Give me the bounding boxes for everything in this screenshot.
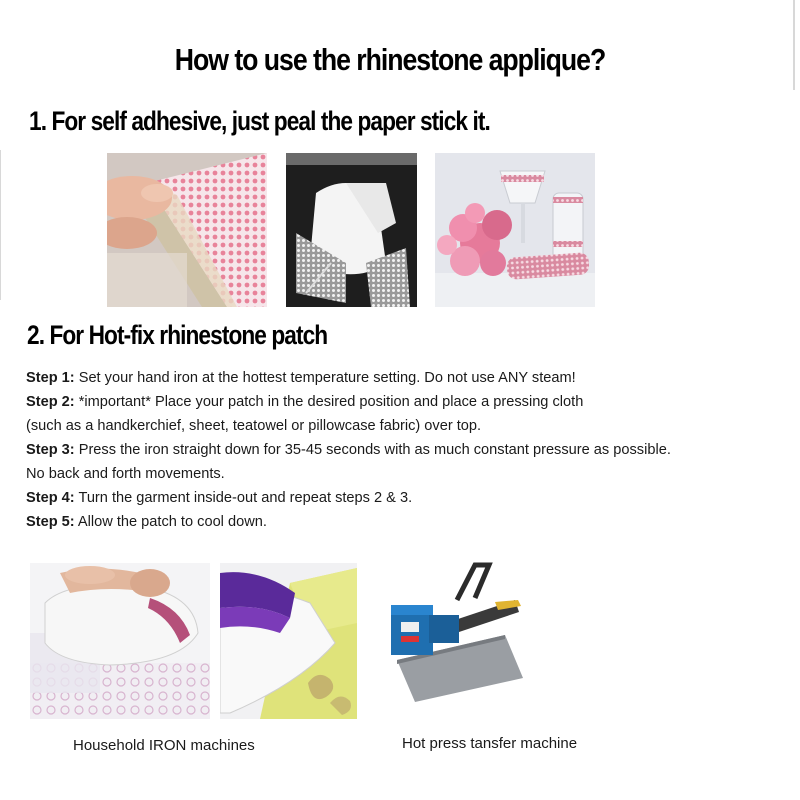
peel-paper-photo	[107, 153, 267, 307]
section2-heading: 2. For Hot-fix rhinestone patch	[27, 320, 328, 350]
iron-on-cloth-photo	[220, 563, 357, 719]
step-text: Press the iron straight down for 35-45 seconds with as much constant pressure as possible.	[74, 442, 671, 458]
page-title: How to use the rhinestone applique?	[174, 42, 606, 77]
step-text: No back and forth movements.	[26, 466, 225, 482]
step-line	[26, 366, 766, 390]
section1-heading: 1. For self adhesive, just peal the paper stick it.	[29, 106, 490, 136]
step-text: Turn the garment inside-out and repeat steps 2 & 3.	[74, 490, 413, 506]
steps-list	[26, 366, 766, 534]
step-line	[26, 390, 766, 414]
hand-iron-photo	[30, 563, 210, 719]
step-text: Set your hand iron at the hottest temperature setting. Do not use ANY steam!	[74, 370, 576, 386]
rhinestone-bouquet-photo	[435, 153, 595, 307]
step-line	[26, 462, 766, 486]
step-line	[26, 414, 766, 438]
heat-press-photo	[385, 560, 525, 720]
step-label: Step 5:	[26, 514, 75, 530]
step-label: Step 4:	[26, 490, 75, 506]
step-label: Step 2:	[26, 394, 75, 410]
step-line	[26, 438, 766, 462]
left-edge-line	[0, 150, 1, 300]
right-edge-line	[793, 0, 795, 90]
step-line	[26, 486, 766, 510]
step-text: Allow the patch to cool down.	[74, 514, 267, 530]
hot-press-caption: Hot press tansfer machine	[402, 735, 578, 752]
household-iron-caption: Household IRON machines	[73, 737, 255, 754]
step-label: Step 3:	[26, 442, 75, 458]
step-text: *important* Place your patch in the desired position and place a pressing cloth	[74, 394, 584, 410]
step-line	[26, 510, 766, 534]
step-label: Step 1:	[26, 370, 75, 386]
rhinestone-boot-photo	[286, 153, 417, 307]
step-text: (such as a handkerchief, sheet, teatowel or pillowcase fabric) over top.	[26, 418, 482, 434]
